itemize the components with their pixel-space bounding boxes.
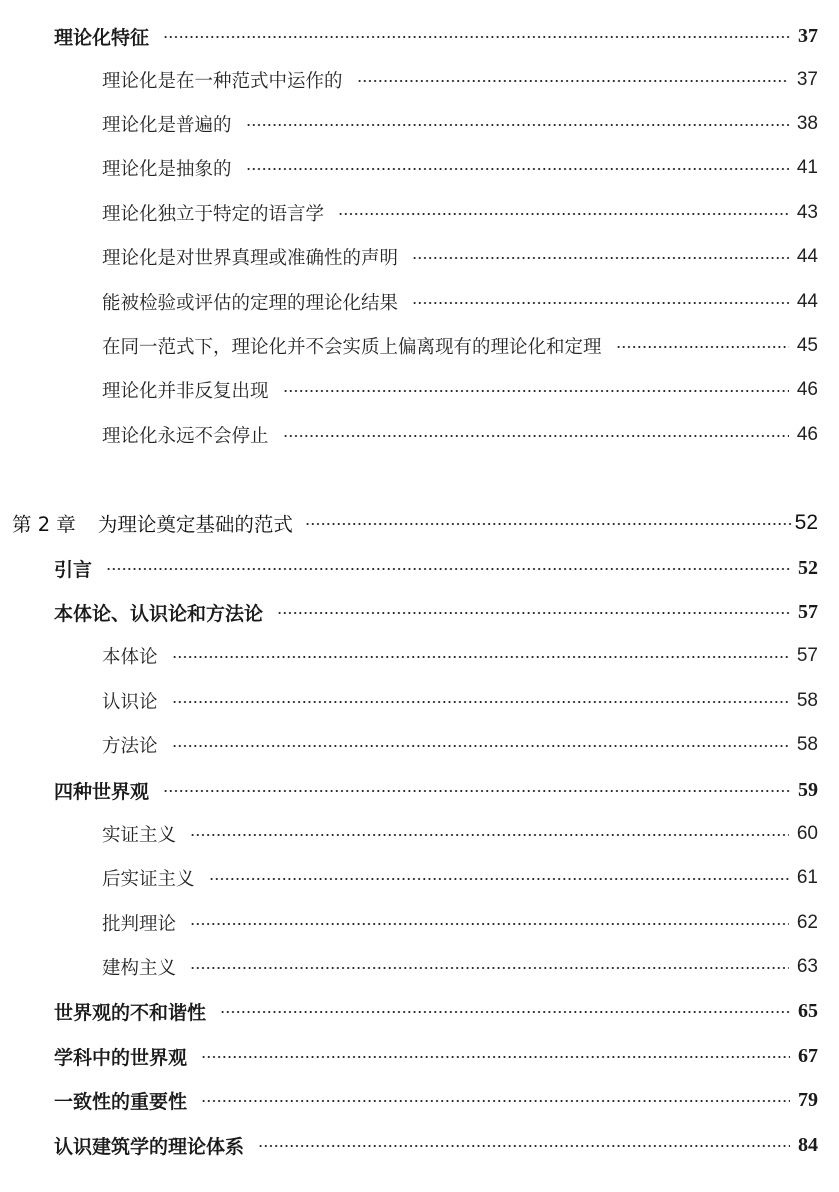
dot-leader	[172, 745, 789, 747]
toc-subsection-entry[interactable]	[102, 65, 818, 95]
dot-leader	[220, 1011, 790, 1013]
toc-subsection-entry[interactable]	[102, 686, 818, 716]
toc-subsection-entry[interactable]	[102, 331, 818, 361]
toc-entry-title: 认识建筑学的理论体系	[54, 1135, 245, 1158]
toc-entry-page: 65	[798, 999, 818, 1022]
dot-leader	[172, 656, 789, 658]
toc-entry-title: 建构主义	[102, 958, 177, 979]
dot-leader	[246, 124, 789, 126]
toc-section-entry[interactable]	[54, 1041, 818, 1071]
toc-entry-title: 能被检验或评估的定理的理论化结果	[102, 293, 399, 314]
toc-subsection-entry[interactable]	[102, 153, 818, 183]
toc-entry-title: 为理论奠定基础的范式	[97, 513, 293, 536]
dot-leader	[412, 302, 789, 304]
toc-entry-title: 实证主义	[102, 825, 177, 846]
dot-leader	[283, 435, 789, 437]
toc-entry-page: 58	[796, 690, 818, 711]
toc-entry-page: 58	[796, 734, 818, 755]
toc-entry-page: 37	[796, 69, 818, 90]
toc-entry-page: 38	[796, 113, 818, 134]
toc-entry-page: 84	[798, 1133, 818, 1156]
toc-entry-title: 理论化独立于特定的语言学	[102, 204, 325, 225]
toc-entry-page: 52	[794, 511, 818, 534]
toc-subsection-entry[interactable]	[102, 819, 818, 849]
toc-subsection-entry[interactable]	[102, 952, 818, 982]
toc-section-entry[interactable]	[54, 1085, 818, 1115]
toc-entry-title: 理论化特征	[54, 26, 150, 49]
toc-entry-title: 学科中的世界观	[54, 1046, 188, 1069]
toc-subsection-entry[interactable]	[102, 908, 818, 938]
toc-entry-page: 67	[798, 1044, 818, 1067]
toc-entry-page: 44	[796, 291, 818, 312]
toc-entry-title: 本体论、认识论和方法论	[54, 602, 264, 625]
toc-entry-page: 79	[798, 1088, 818, 1111]
toc-entry-page: 62	[796, 912, 818, 933]
dot-leader	[106, 568, 790, 570]
dot-leader	[201, 1100, 790, 1102]
dot-leader	[616, 346, 789, 348]
toc-entry-page: 43	[796, 202, 818, 223]
toc-entry-page: 57	[798, 600, 818, 623]
toc-entry-title: 引言	[54, 558, 93, 581]
toc-entry-title: 后实证主义	[102, 869, 195, 890]
toc-section-entry[interactable]	[54, 553, 818, 583]
dot-leader	[412, 257, 789, 259]
toc-entry-page: 37	[798, 24, 818, 47]
dot-leader	[190, 834, 789, 836]
toc-entry-title: 在同一范式下，理论化并不会实质上偏离现有的理论化和定理	[102, 337, 602, 358]
toc-subsection-entry[interactable]	[102, 420, 818, 450]
toc-entry-title: 世界观的不和谐性	[54, 1001, 207, 1024]
dot-leader	[209, 878, 789, 880]
toc-entry-page: 45	[796, 335, 818, 356]
toc-subsection-entry[interactable]	[102, 242, 818, 272]
dot-leader	[305, 523, 793, 525]
toc-chapter-entry[interactable]	[12, 508, 818, 538]
toc-entry-page: 61	[796, 867, 818, 888]
toc-subsection-entry[interactable]	[102, 198, 818, 228]
dot-leader	[190, 967, 789, 969]
toc-section-entry[interactable]	[54, 1130, 818, 1160]
dot-leader	[277, 612, 790, 614]
toc-entry-page: 52	[798, 556, 818, 579]
toc-entry-title: 理论化是在一种范式中运作的	[102, 71, 343, 92]
toc-section-entry[interactable]	[54, 597, 818, 627]
toc-section-entry[interactable]	[54, 996, 818, 1026]
toc-subsection-entry[interactable]	[102, 641, 818, 671]
dot-leader	[201, 1056, 790, 1058]
toc-entry-page: 63	[796, 956, 818, 977]
toc-subsection-entry[interactable]	[102, 730, 818, 760]
toc-subsection-entry[interactable]	[102, 109, 818, 139]
toc-entry-title: 理论化是普遍的	[102, 115, 232, 136]
toc-entry-page: 59	[798, 778, 818, 801]
toc-entry-page: 57	[796, 645, 818, 666]
toc-subsection-entry[interactable]	[102, 863, 818, 893]
toc-entry-title: 批判理论	[102, 914, 177, 935]
toc-section-entry[interactable]	[54, 21, 818, 51]
dot-leader	[283, 390, 789, 392]
toc-entry-title: 理论化永远不会停止	[102, 426, 269, 447]
toc-entry-title: 本体论	[102, 647, 158, 668]
dot-leader	[246, 168, 789, 170]
toc-entry-title: 理论化是对世界真理或准确性的声明	[102, 248, 399, 269]
dot-leader	[338, 213, 789, 215]
toc-section-entry[interactable]	[54, 775, 818, 805]
toc-entry-page: 46	[796, 424, 818, 445]
toc-entry-title: 认识论	[102, 692, 158, 713]
toc-entry-page: 60	[796, 823, 818, 844]
dot-leader	[357, 80, 789, 82]
chapter-number: 第 2 章	[12, 513, 76, 536]
toc-entry-title: 一致性的重要性	[54, 1090, 188, 1113]
toc-subsection-entry[interactable]	[102, 375, 818, 405]
toc-entry-page: 44	[796, 246, 818, 267]
dot-leader	[163, 790, 790, 792]
toc-entry-title: 方法论	[102, 736, 158, 757]
dot-leader	[258, 1145, 790, 1147]
dot-leader	[172, 701, 789, 703]
toc-entry-page: 41	[796, 157, 818, 178]
dot-leader	[163, 36, 790, 38]
toc-entry-title: 四种世界观	[54, 780, 150, 803]
toc-entry-page: 46	[796, 379, 818, 400]
toc-entry-title: 理论化并非反复出现	[102, 381, 269, 402]
toc-subsection-entry[interactable]	[102, 287, 818, 317]
toc-entry-title: 理论化是抽象的	[102, 159, 232, 180]
dot-leader	[190, 923, 789, 925]
